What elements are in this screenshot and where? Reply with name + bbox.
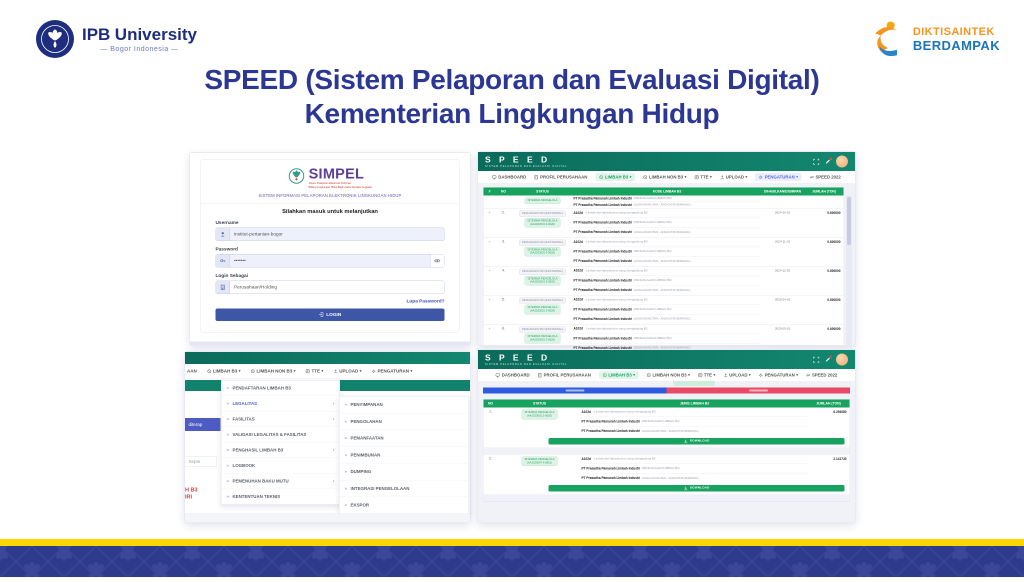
download-icon (683, 439, 688, 444)
submenu-item[interactable]: » PEMANFAATAN (340, 430, 469, 447)
login-icon (319, 312, 324, 317)
chevron-down-icon: ▾ (796, 175, 798, 179)
notification-dot (830, 355, 833, 358)
menu-item-pendaftaran[interactable]: » PENDAFTARAN LIMBAH B3 (222, 381, 340, 397)
upload-icon (723, 373, 728, 378)
status-badge-diterima: DITERIMA PENGELOLA (AA2023001 3-0620) (525, 305, 561, 315)
waste-code: A102d (573, 298, 583, 302)
amount-cell: 0.600000 (827, 327, 841, 331)
simpel-brand: SIMPEL (308, 166, 365, 182)
expand-row-button[interactable]: + (488, 239, 491, 244)
upload-icon (720, 175, 725, 180)
double-chevron-icon: » (344, 435, 348, 441)
status-badge-diterima: DITERIMA PENGELOLA (AA2023001 2-0620) (522, 410, 558, 420)
diktisaintek-line1: DIKTISAINTEK (912, 25, 995, 38)
chevron-down-icon: ▾ (238, 369, 241, 373)
company-name: PT Prasadha Pamunah Limbah Industri (573, 230, 633, 235)
chevron-down-icon: ▾ (745, 175, 748, 179)
building-icon (538, 373, 543, 378)
divider (201, 203, 460, 204)
screenshot-limbah-menu (185, 352, 470, 522)
company-name: PT Prasadha Pamunah Limbah Industri (573, 278, 633, 283)
yellow-stripe (0, 539, 1024, 546)
batik-pattern (0, 546, 1024, 577)
status-badge-code: (AA2023047 4-0801) (526, 461, 553, 465)
double-chevron-icon: » (344, 485, 348, 491)
company-name: PT Prasadha Pamunah Limbah Industri (581, 429, 641, 434)
building-icon (534, 175, 539, 180)
waste-desc: - Limbah dari laboratorium yang mengandung B3 (592, 457, 656, 461)
gear-icon (372, 369, 377, 374)
status-badge-code: (AA2023001 3-0620) (529, 309, 556, 313)
submenu-item[interactable]: » PENGOLAHAN (340, 413, 469, 430)
menu-item-penghasil[interactable]: » PENGHASIL LIMBAH B3 › (222, 443, 340, 459)
amount-cell: 6.294080 (833, 410, 847, 414)
double-chevron-icon: » (226, 432, 230, 437)
nav-upload[interactable]: UPLOAD ▾ (723, 373, 750, 378)
ban-icon (602, 373, 607, 378)
table-row-partial: DITERIMA PENGELOLA PT Prasadha Pamunah Limbah Industri (PENGOLAHAN LIMBAH B3) PT Prasadha Pamunah Limbah Industri (JASA ANGKUTAN - ANGKUTAN BARANG) (484, 196, 844, 209)
progress-segment-blue (483, 388, 667, 394)
table-header: NO STATUS JENIS LIMBAH B3 JUMLAH (TON) (484, 400, 850, 408)
login-as-label: Login Sebagai (215, 272, 248, 279)
legalitas-submenu (339, 396, 469, 514)
table-row-group (484, 454, 850, 501)
link-icon (806, 373, 811, 378)
limbah-table-body (484, 209, 844, 354)
double-chevron-icon: » (344, 502, 348, 508)
amount-cell: 0.600000 (827, 298, 841, 302)
limbah-b3-table (483, 187, 844, 350)
chevron-down-icon: ▾ (410, 369, 413, 373)
edit-notification-icon[interactable] (825, 158, 832, 165)
row-number: 6. (502, 326, 505, 331)
nav-speed-2022[interactable]: SPEED 2022 (809, 175, 840, 180)
double-chevron-icon: » (344, 418, 348, 424)
chevron-down-icon: ▾ (684, 175, 687, 179)
ipb-emblem-icon (36, 20, 74, 58)
company-name: PT Prasadha Pamunah Limbah Industri (573, 288, 633, 293)
fullscreen-icon[interactable] (813, 356, 820, 363)
waste-desc: - Limbah dari laboratorium yang mengandung B3 (584, 327, 648, 331)
nav-cut-label: AAN (187, 368, 197, 374)
waste-desc: - Limbah dari laboratorium yang mengandung B3 (584, 240, 648, 244)
monitor-icon (492, 175, 497, 180)
ban-icon (251, 369, 256, 374)
expand-row-button[interactable]: + (488, 297, 491, 302)
fullscreen-icon[interactable] (813, 158, 820, 165)
row-number: 5. (502, 297, 505, 302)
link-icon (809, 175, 814, 180)
company-name: PT Prasadha Pamunah Limbah Industri (581, 466, 641, 471)
nav-speed-2022[interactable]: SPEED 2022 (806, 373, 837, 378)
ipb-name-bold: IPB (82, 25, 111, 44)
chevron-down-icon: ▾ (710, 175, 712, 179)
screenshot-speed-summary (478, 350, 855, 522)
title-line1: SPEED (Sistem Pelaporan dan Evaluasi Digital) (204, 64, 820, 95)
menu-item-pemenuhan[interactable]: » PEMENUHAN BAKU MUTU › (222, 474, 340, 490)
company-name: PT Prasadha Pamunah Limbah Industri (573, 346, 633, 350)
company-name: PT Prasadha Pamunah Limbah Industri (573, 220, 633, 225)
background-fragment-red-text: IRI (185, 494, 193, 500)
gear-icon (759, 373, 764, 378)
date-cell: 2024-11-01 (774, 240, 791, 244)
submenu-arrow-icon: › (332, 400, 335, 407)
waste-desc: - Limbah dari laboratorium yang mengandung B3 (584, 211, 648, 215)
submenu-arrow-icon: › (332, 478, 335, 484)
submenu-item[interactable]: » EKSPOR (340, 497, 469, 514)
status-badge-diterima: DITERIMA PENGELOLA (AA2023001 3-0620) (525, 276, 561, 286)
nav-tte[interactable]: TTE ▾ (306, 369, 324, 374)
nav-limbah-non-b3[interactable]: LIMBAH NON B3 ▾ (643, 175, 686, 180)
app-header (478, 350, 855, 369)
expand-row-button[interactable]: + (488, 210, 491, 215)
password-value[interactable]: ••••••• (234, 257, 246, 264)
company-name: PT Prasadha Pamunah Limbah Industri (573, 336, 633, 341)
company-name: PT Prasadha Pamunah Limbah Industri (573, 307, 633, 312)
clipped-badge-fragment (673, 381, 715, 386)
status-badge-code: (AA2023001 3-0620) (529, 222, 556, 226)
batik-band (0, 546, 1024, 577)
user-avatar[interactable] (836, 156, 848, 168)
amount-cell: 0.600000 (827, 240, 841, 244)
monitor-icon (496, 373, 501, 378)
user-icon (216, 228, 230, 241)
nav-bar (478, 369, 855, 382)
double-chevron-icon: » (226, 478, 230, 484)
summary-table-body (484, 408, 850, 502)
date-cell: 2024-10-01 (774, 211, 791, 215)
double-chevron-icon: » (226, 447, 230, 453)
double-chevron-icon: » (226, 463, 230, 468)
login-as-value[interactable]: Perusahaan/Holding (234, 284, 278, 290)
speed-brand: S P E E D SISTEM PELAPORAN DAN EVALUASI DIGITAL (485, 154, 568, 168)
table-row-group (484, 408, 850, 455)
status-badge-diterima: DITERIMA PENGELOLA (AA2023001 3-0620) (525, 334, 561, 344)
double-chevron-icon: » (226, 385, 230, 391)
eye-icon[interactable] (430, 254, 444, 267)
chevron-down-icon: ▾ (796, 373, 798, 377)
status-badge-diterima: DITERIMA PENGELOLA (AA2023047 4-0801) (522, 456, 558, 466)
amount-cell: 0.600000 (827, 211, 841, 215)
scrollbar[interactable] (846, 195, 852, 345)
submenu-item[interactable]: » PENIMBUNAN (340, 447, 469, 464)
nav-bar (185, 364, 470, 379)
submenu-arrow-icon: › (332, 447, 335, 453)
speed-brand: S P E E D SISTEM PELAPORAN DAN EVALUASI DIGITAL (485, 352, 568, 366)
chevron-down-icon: ▾ (293, 369, 296, 373)
password-label: Password (215, 246, 238, 252)
expand-row-button[interactable]: + (488, 326, 491, 331)
chevron-down-icon: ▾ (359, 369, 362, 373)
chevron-down-icon: ▾ (688, 373, 690, 377)
waste-code: A102d (581, 410, 591, 414)
app-header (478, 152, 855, 171)
certificate-icon (306, 369, 311, 374)
username-label: Username (215, 219, 239, 226)
row-number: 3. (502, 239, 505, 244)
key-icon (216, 254, 230, 267)
ipb-name: University (114, 25, 197, 44)
user-avatar[interactable] (836, 354, 848, 366)
table-row: + 6. PENGANGKUTAN (EKSTERNAL) DITERIMA PENGELOLA (AA2023001 3-0620) A102d - Limbah dari laboratorium yang mengandung B3 PT Prasadha Pamunah Limbah Industri (PENGOLAHAN LIMBAH B3) PT Prasadha Pamunah Limbah Industri (JASA ANGKUTAN - ANGKUTAN BARANG) 2025-05-01 0.600000 (484, 324, 844, 353)
double-chevron-icon: » (226, 416, 230, 422)
simpel-subtitle: SISTEM INFORMASI PELAPORAN ELEKTRONIK LINGKUNGAN HIDUP (258, 192, 402, 198)
simpel-flower-icon (288, 168, 305, 185)
table-header: # NO STATUS KODE LIMBAH B3 DIHASILKAN/DISIMPAN JUMLAH (TON) (484, 188, 844, 196)
download-button[interactable]: DOWNLOAD (549, 438, 845, 445)
content-area (478, 183, 855, 350)
status-badge-code: (AA2023001 2-0620) (526, 414, 553, 418)
nav-limbah-non-b3[interactable]: LIMBAH NON B3 ▾ (251, 369, 296, 374)
login-as-field[interactable] (216, 280, 445, 294)
app-header-strip (185, 352, 470, 364)
row-number: 1. (489, 410, 492, 414)
chevron-down-icon: ▾ (713, 373, 716, 377)
amount-cell: 0.600000 (827, 269, 841, 273)
content-area (478, 381, 855, 522)
simpel-tagline2: Bidang Lingkungan Hidup Bagi Usaha dan/atau Kegiatan (308, 186, 372, 190)
progress-bar (483, 388, 850, 394)
waste-desc: - Limbah dari laboratorium yang mengandung B3 (584, 298, 648, 302)
screenshot-speed-table (478, 152, 855, 350)
company-name: PT Prasadha Pamunah Limbah Industri (573, 249, 633, 254)
menu-item-fasilitas[interactable]: » FASILITAS › (222, 412, 340, 428)
row-number: 2. (489, 456, 492, 461)
status-badge-pengangkutan: PENGANGKUTAN (EKSTERNAL) (519, 239, 566, 245)
company-name: PT Prasadha Pamunah Limbah Industri (581, 476, 641, 481)
waste-desc: - Limbah dari laboratorium yang mengandung B3 (592, 410, 656, 414)
download-icon (683, 486, 688, 491)
waste-code: A102d (573, 269, 583, 273)
certificate-icon (694, 175, 699, 180)
username-field[interactable] (216, 227, 445, 241)
speed-brand-subtitle: SISTEM PELAPORAN DAN EVALUASI DIGITAL (485, 362, 568, 366)
bottom-strip (190, 342, 470, 346)
status-badge: DITERIMA PENGELOLA (525, 198, 561, 204)
nav-upload[interactable]: UPLOAD ▾ (720, 175, 747, 180)
row-separator (484, 495, 850, 502)
forgot-password-link[interactable]: Lupa Password? (406, 298, 445, 304)
password-field[interactable] (216, 254, 445, 268)
bottom-strip (185, 514, 470, 523)
table-row: 1. DITERIMA PENGELOLA (AA2023001 2-0620) A102d - Limbah dari laboratorium yang mengandung B3 PT Prasadha Pamunah Limbah Industri (PENGOLAHAN LIMBAH B3) PT Prasadha Pamunah Limbah Industri (JASA ANGKUTAN - ANGKUTAN BARANG) 6.294080 (484, 408, 850, 436)
building-icon (216, 281, 230, 294)
table-row: + 3. PENGANGKUTAN (EKSTERNAL) DITERIMA PENGELOLA (AA2023001 3-0620) A102d - Limbah dari laboratorium yang mengandung B3 PT Prasadha Pamunah Limbah Industri (PENGOLAHAN LIMBAH B3) PT Prasadha Pamunah Limbah Industri (JASA ANGKUTAN - ANGKUTAN BARANG) 2024-11-01 0.600000 (484, 237, 844, 266)
ipb-tagline: — Bogor Indonesia — (100, 46, 179, 53)
submenu-item[interactable]: » DUMPING (340, 464, 469, 481)
double-chevron-icon: » (344, 452, 348, 458)
ban-icon (207, 369, 212, 374)
waste-code: A102d (581, 457, 591, 461)
upload-icon (333, 369, 338, 374)
status-badge-code: (AA2023001 3-0620) (529, 280, 556, 284)
background-fragment-red-text: H B3 (185, 487, 198, 493)
nav-upload[interactable]: UPLOAD ▾ (333, 369, 361, 374)
diktisaintek-line2: BERDAMPAK (912, 37, 1000, 53)
status-badge-diterima: DITERIMA PENGELOLA (AA2023001 3-0620) (525, 247, 561, 257)
date-cell: 2024-12-02 (774, 269, 791, 273)
chevron-down-icon: ▾ (321, 369, 324, 373)
ipb-logo (36, 20, 197, 58)
scrollbar-thumb[interactable] (847, 197, 851, 245)
status-badge-pengangkutan: PENGANGKUTAN (EKSTERNAL) (519, 211, 566, 217)
jenis-limbah-table (483, 399, 850, 502)
certificate-icon (698, 373, 703, 378)
download-button[interactable]: DOWNLOAD (549, 485, 845, 492)
waste-code: A102d (573, 327, 583, 331)
submenu-item[interactable]: » PENYIMPANAN (340, 397, 469, 414)
nav-profil-perusahaan[interactable]: PROFIL PERUSAHAAN (534, 175, 587, 180)
status-badge-pengangkutan: PENGANGKUTAN (EKSTERNAL) (519, 326, 566, 332)
status-badge-pengangkutan: PENGANGKUTAN (EKSTERNAL) (519, 268, 566, 274)
nav-dashboard[interactable]: DASHBOARD (492, 175, 526, 180)
table-row: + 4. PENGANGKUTAN (EKSTERNAL) DITERIMA PENGELOLA (AA2023001 3-0620) A102d - Limbah dari laboratorium yang mengandung B3 PT Prasadha Pamunah Limbah Industri (PENGOLAHAN LIMBAH B3) PT Prasadha Pamunah Limbah Industri (JASA ANGKUTAN - ANGKUTAN BARANG) 2024-12-02 0.600000 (484, 266, 844, 295)
ban-icon (643, 175, 648, 180)
gear-icon (759, 175, 764, 180)
table-row: + 2. PENGANGKUTAN (EKSTERNAL) DITERIMA PENGELOLA (AA2023001 3-0620) A102d - Limbah dari laboratorium yang mengandung B3 PT Prasadha Pamunah Limbah Industri (PENGOLAHAN LIMBAH B3) PT Prasadha Pamunah Limbah Industri (JASA ANGKUTAN - ANGKUTAN BARANG) 2024-10-01 0.600000 (484, 209, 844, 238)
waste-code: A102d (573, 211, 583, 215)
login-button[interactable]: LOGIN (216, 308, 445, 321)
company-name: PT Prasadha Pamunah Limbah Industri (573, 259, 633, 264)
date-cell: 2025-05-01 (774, 327, 791, 331)
edit-notification-icon[interactable] (825, 356, 832, 363)
screenshot-simpel-login (190, 153, 470, 345)
progress-segment-red (667, 388, 851, 394)
menu-item-validasi[interactable]: » VALIDASI LEGALITAS & FASILITAS (222, 427, 340, 443)
double-chevron-icon: » (226, 401, 230, 406)
simpel-tagline1: Sistem Pelaporan Elektronik Perizinan (308, 182, 352, 185)
ban-icon (599, 175, 604, 180)
row-number: 4. (502, 268, 505, 273)
limbah-b3-dropdown (221, 380, 340, 505)
nav-bar (478, 171, 855, 184)
company-name: PT Prasadha Pamunah Limbah Industri (581, 419, 641, 424)
table-row: + 5. PENGANGKUTAN (EKSTERNAL) DITERIMA PENGELOLA (AA2023001 3-0620) A102d - Limbah dari laboratorium yang mengandung B3 PT Prasadha Pamunah Limbah Industri (PENGOLAHAN LIMBAH B3) PT Prasadha Pamunah Limbah Industri (JASA ANGKUTAN - ANGKUTAN BARANG) 2025-04-01 0.600000 (484, 295, 844, 324)
status-badge-pengangkutan: PENGANGKUTAN (EKSTERNAL) (519, 297, 566, 303)
company-name: PT Prasadha Pamunah Limbah Industri (573, 317, 633, 321)
nav-profil-perusahaan[interactable]: PROFIL PERUSAHAAN (538, 373, 591, 378)
nav-tte[interactable]: TTE ▾ (698, 373, 715, 378)
page-title (0, 63, 1024, 130)
nav-dashboard[interactable]: DASHBOARD (496, 373, 530, 378)
status-badge-diterima: DITERIMA PENGELOLA (AA2023001 3-0620) (525, 218, 561, 228)
menu-item-legalitas[interactable]: » LEGALITAS › (222, 396, 340, 412)
submenu-item[interactable]: » INTEGRASI PENGELOLAAN (340, 480, 469, 497)
double-chevron-icon: » (344, 469, 348, 475)
double-chevron-icon: » (344, 402, 348, 408)
date-cell: 2025-04-01 (774, 298, 791, 302)
chevron-down-icon: ▾ (633, 373, 636, 377)
login-welcome-text: Silahkan masuk untuk melanjutkan (282, 208, 378, 215)
menu-item-ketentuan[interactable]: » KENTENTUAN TEKNIS (222, 489, 340, 505)
username-value[interactable]: institut-pertanian-bogor (234, 231, 283, 237)
background-fragment-field: Septe (185, 456, 217, 467)
diktisaintek-figure-icon (870, 18, 906, 60)
row-number: 2. (502, 211, 505, 215)
nav-limbah-b3[interactable]: LIMBAH B3 ▾ (207, 369, 241, 374)
nav-tte[interactable]: TTE ▾ (694, 175, 711, 180)
ban-icon (647, 373, 652, 378)
simpel-logo (201, 168, 460, 190)
waste-desc: - Limbah dari laboratorium yang mengandung B3 (584, 269, 648, 273)
nav-limbah-b3[interactable]: LIMBAH B3 ▾ (599, 371, 639, 379)
waste-code: A102d (573, 240, 583, 244)
table-row: 2. DITERIMA PENGELOLA (AA2023047 4-0801) A102d - Limbah dari laboratorium yang mengandung B3 PT Prasadha Pamunah Limbah Industri (PENGOLAHAN LIMBAH B3) PT Prasadha Pamunah Limbah Industri (JASA ANGKUTAN - ANGKUTAN BARANG) 2.141740 (484, 454, 850, 482)
chevron-down-icon: ▾ (748, 373, 751, 377)
title-line2: Kementerian Lingkungan Hidup (304, 97, 720, 129)
speed-brand-subtitle: SISTEM PELAPORAN DAN EVALUASI DIGITAL (485, 164, 568, 168)
nav-limbah-b3[interactable]: LIMBAH B3 ▾ (595, 173, 635, 181)
diktisaintek-logo (870, 18, 1000, 60)
expand-row-button[interactable]: + (488, 268, 491, 273)
nav-pengaturan[interactable]: PENGATURAN ▾ (755, 173, 801, 181)
submenu-arrow-icon: › (332, 416, 335, 422)
double-chevron-icon: » (226, 494, 230, 499)
amount-cell: 2.141740 (833, 457, 847, 461)
nav-pengaturan[interactable]: PENGATURAN ▾ (759, 373, 798, 378)
status-badge-code: (AA2023001 3-0620) (529, 338, 556, 342)
background-fragment-button: diterap (185, 418, 221, 431)
login-card (200, 159, 460, 333)
chevron-down-icon: ▾ (629, 175, 632, 179)
nav-limbah-non-b3[interactable]: LIMBAH NON B3 ▾ (647, 373, 690, 378)
nav-pengaturan[interactable]: PENGATURAN ▾ (372, 369, 413, 374)
status-badge-code: (AA2023001 3-0620) (529, 251, 556, 255)
notification-dot (830, 157, 833, 160)
menu-item-logbook[interactable]: » LOGBOOK (222, 458, 340, 474)
